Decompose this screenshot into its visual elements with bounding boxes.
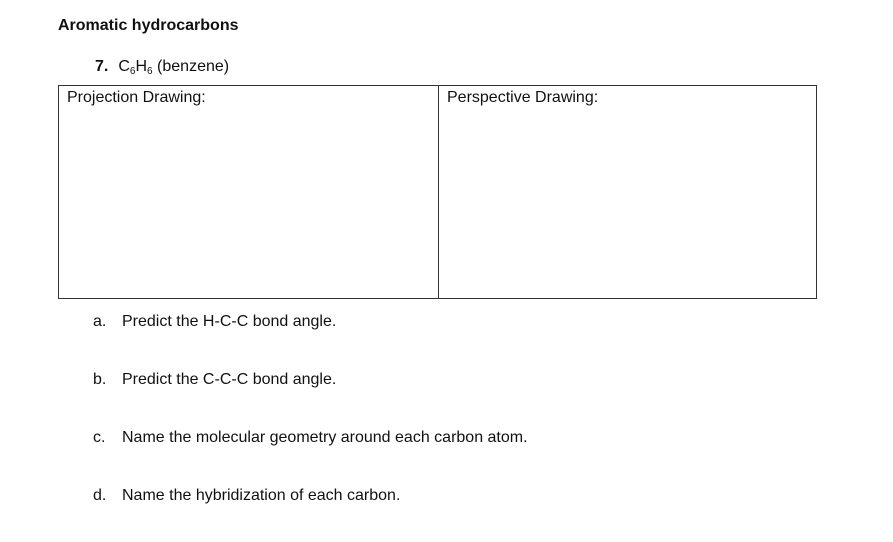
sub-question-text: Name the hybridization of each carbon. — [122, 487, 401, 504]
formula-hydrogen-subscript: 6 — [147, 66, 153, 77]
formula-carbon: C — [118, 58, 130, 75]
sub-question-a — [93, 312, 336, 332]
formula-carbon-subscript: 6 — [129, 66, 136, 77]
sub-question-d — [93, 486, 400, 506]
sub-question-letter: c. — [93, 429, 106, 446]
projection-drawing-box[interactable] — [59, 86, 439, 298]
sub-question-b — [93, 370, 336, 390]
sub-question-text: Predict the C-C-C bond angle. — [122, 371, 337, 388]
sub-question-letter: b. — [93, 371, 107, 388]
sub-question-c — [93, 428, 528, 448]
sub-question-text: Predict the H-C-C bond angle. — [122, 313, 337, 330]
sub-question-letter: a. — [93, 313, 107, 330]
section-title: Aromatic hydrocarbons — [58, 17, 239, 34]
perspective-drawing-box[interactable] — [439, 86, 816, 298]
compound-name: (benzene) — [157, 58, 230, 75]
formula-hydrogen: H — [135, 58, 148, 75]
question-7 — [95, 57, 229, 77]
question-number: 7. — [95, 58, 109, 75]
sub-question-text: Name the molecular geometry around each carbon atom. — [122, 429, 528, 446]
projection-drawing-label: Projection Drawing: — [67, 89, 206, 106]
sub-question-letter: d. — [93, 487, 107, 504]
drawing-table — [58, 85, 817, 299]
perspective-drawing-label: Perspective Drawing: — [447, 89, 599, 106]
formula — [118, 58, 152, 75]
